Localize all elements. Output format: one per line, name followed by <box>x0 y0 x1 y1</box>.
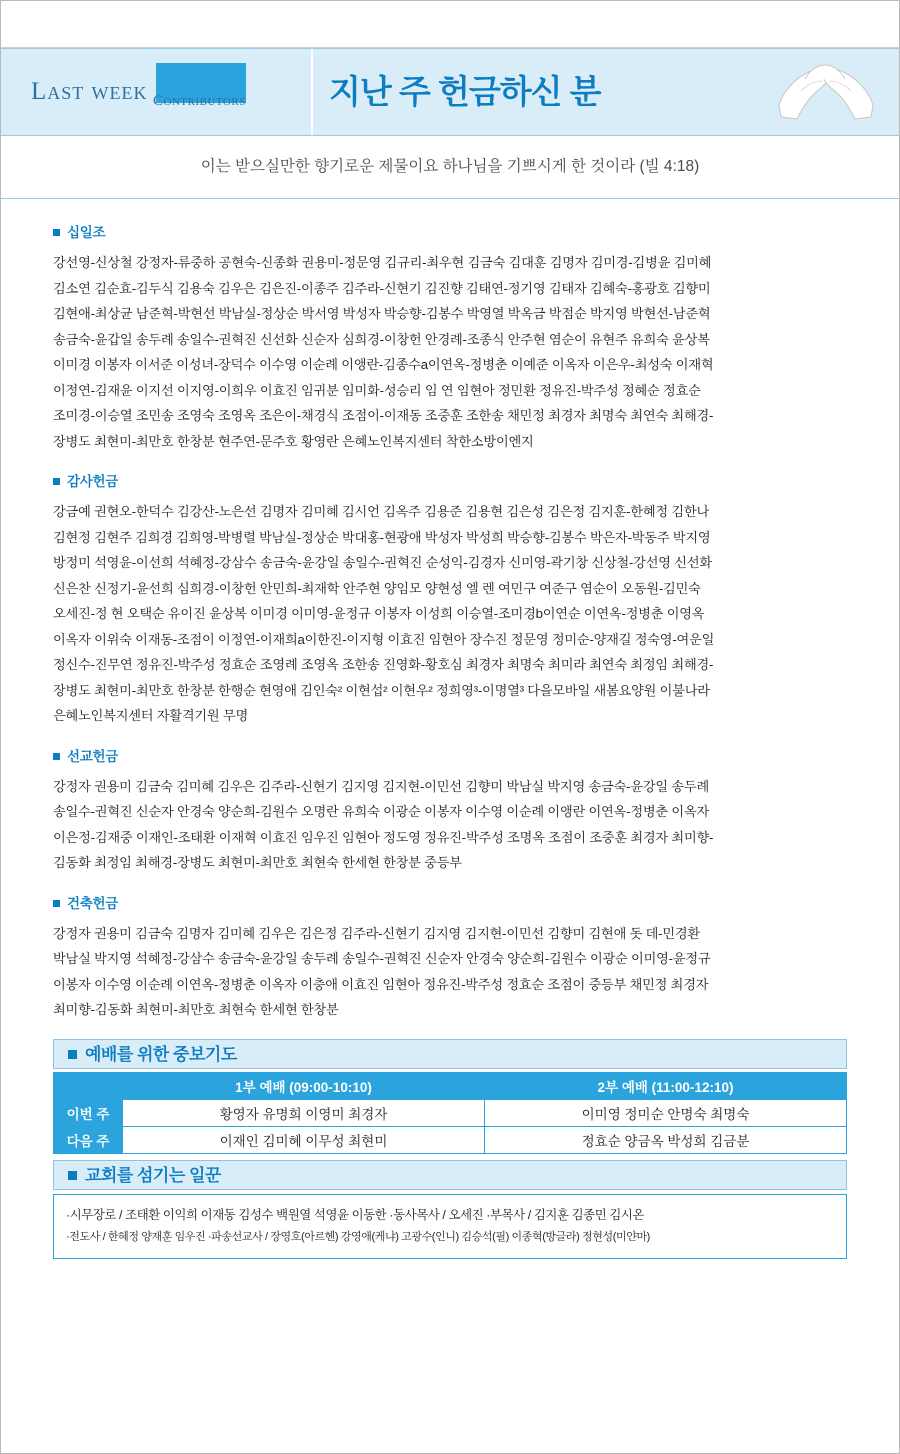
section-title-text: 선교헌금 <box>67 748 118 764</box>
servants-line: ·시무장로 / 조태환 이익희 이재동 김성수 백원열 석영윤 이동한 ·동사목사 / 오세진 ·부목사 / 김지훈 김종민 김시온 <box>66 1207 645 1222</box>
section-heading <box>53 892 847 912</box>
names-line: 강선영-신상철 강정자-류중하 공현숙-신종화 권용미-정문영 김규리-최우현 김금숙 김대훈 김명자 김미경-김병윤 김미혜 <box>53 255 712 270</box>
names-list <box>53 921 847 1023</box>
names-line: 이봉자 이수영 이순례 이연옥-정병춘 이옥자 이충애 이효진 임현아 정유진-박주성 정효순 조점이 중등부 채민정 최경자 <box>53 976 709 992</box>
cell-this-week-first: 황영자 유명희 이영미 최경자 <box>123 1099 485 1126</box>
prayer-schedule-table <box>53 1072 847 1154</box>
table-row <box>54 1126 847 1153</box>
names-line: 조미경-이승열 조민송 조영숙 조영옥 조은이-채경식 조점이-이재동 조중훈 조한송 채민정 최경자 최명숙 최연숙 최해경- <box>53 408 714 423</box>
names-line: 은혜노인복지센터 자활격기원 무명 <box>53 708 249 723</box>
bible-verse: 이는 받으실만한 향기로운 제물이요 하나님을 기쁘시게 한 것이라 (빌 4:18) <box>1 136 899 199</box>
offering-section-tithe <box>53 221 847 454</box>
cell-next-week-first: 이재인 김미혜 이무성 최현미 <box>123 1126 485 1153</box>
row-label-next-week: 다음 주 <box>54 1126 123 1153</box>
names-line: 장병도 최현미-최만호 한창분 한행순 현영애 김인숙² 이현섭² 이현우² 정희영³-이명열³ 다을모바일 새봄요양원 이불나라 <box>53 682 710 698</box>
names-line: 이옥자 이위숙 이재동-조점이 이정연-이재희a이한진-이지형 이효진 임현아 장수진 정문영 정미순-양재길 정숙영-여운일 <box>53 631 715 647</box>
bullet-square-icon <box>53 478 60 485</box>
offering-section-mission <box>53 745 847 876</box>
names-line: 김현애-최상균 남준혁-박현선 박남실-정상순 박서영 박성자 박승향-김봉수 박영열 박옥금 박점순 박지영 박현선-남준혁 <box>53 306 711 321</box>
bullet-square-icon <box>53 900 60 907</box>
content-area <box>1 199 899 1259</box>
offering-section-thanksgiving <box>53 470 847 729</box>
names-line: 이은정-김재중 이재인-조태환 이재혁 이효진 임우진 임현아 정도영 정유진-박주성 조명옥 조점이 조중훈 최경자 최미향- <box>53 829 714 845</box>
servants-line: ·전도사 / 한혜정 양재훈 임우진 ·파송선교사 / 장영호(아르헨) 강영애(케냐) 고광수(인니) 김승석(필) 이종혁(방글라) 정현성(미얀마) <box>66 1230 650 1243</box>
names-line: 이미경 이봉자 이서준 이성녀-장덕수 이수영 이순례 이앵란-김종수a이연옥-정병춘 이예준 이옥자 이은우-최성숙 이재혁 <box>53 357 714 372</box>
banner-image <box>749 49 899 135</box>
names-line: 최미향-김동화 최현미-최만호 최현숙 한세현 한창분 <box>53 1002 339 1017</box>
servants-section-header <box>53 1160 847 1190</box>
names-line: 박남실 박지영 석혜정-강삼수 송금숙-윤강일 송두례 송일수-권혁진 신순자 안경숙 양순희-김원수 이광순 이미영-윤정규 <box>53 951 711 966</box>
page-banner <box>1 48 899 136</box>
section-title-text: 감사헌금 <box>67 474 118 489</box>
names-line: 신은찬 신정기-윤선희 심희경-이창헌 안민희-최재학 안주현 양임모 양현성 엘 렌 여민구 여준구 염순이 오동원-김민숙 <box>53 580 701 596</box>
names-list <box>53 499 847 729</box>
names-list <box>53 250 847 454</box>
page-title: 지난 주 헌금하신 분 <box>311 49 749 135</box>
section-heading <box>53 745 847 765</box>
praying-hands-icon <box>771 57 881 127</box>
names-line: 김동화 최정임 최해경-장병도 최현미-최만호 최현숙 한세현 한창분 중등부 <box>53 855 462 870</box>
prayer-section-title: 예배를 위한 중보기도 <box>85 1044 237 1064</box>
names-line: 정신수-진무연 정유진-박주성 정효순 조영례 조영옥 조한송 진영화-황호심 최경자 최명숙 최미라 최연숙 최정임 최해경- <box>53 657 714 672</box>
cell-this-week-second: 이미영 정미순 안명숙 최명숙 <box>485 1099 847 1126</box>
column-header-first-service: 1부 예배 (09:00-10:10) <box>123 1072 485 1099</box>
names-list <box>53 774 847 876</box>
section-title-text: 건축헌금 <box>67 895 118 911</box>
row-label-this-week: 이번 주 <box>54 1099 123 1126</box>
names-line: 송금숙-윤갑일 송두례 송일수-권혁진 신선화 신순자 심희경-이창헌 안경례-조종식 안주현 염순이 유현주 유희숙 윤상복 <box>53 331 710 347</box>
section-heading <box>53 470 847 490</box>
names-line: 송일수-권혁진 신순자 안경숙 양순희-김원수 오명란 유희숙 이광순 이봉자 이수영 이순례 이앵란 이연옥-정병춘 이옥자 <box>53 804 710 819</box>
servants-section-title: 교회를 섬기는 일꾼 <box>85 1165 221 1185</box>
names-line: 이정연-김재윤 이지선 이지영-이희우 이효진 임귀분 임미화-성승리 임 연 임현아 정민환 정유진-박주성 정혜순 정효순 <box>53 382 701 398</box>
cell-next-week-second: 정효순 양금옥 박성희 김금분 <box>485 1126 847 1153</box>
table-row <box>54 1099 847 1126</box>
table-header-row <box>54 1072 847 1099</box>
names-line: 김현정 김현주 김희경 김희영-박병렬 박남실-정상순 박대홍-현광애 박성자 박성희 박승향-김봉수 박은자-박동주 박지영 <box>53 529 711 545</box>
logo-main-text: Last week <box>31 78 148 105</box>
servants-list <box>53 1194 847 1259</box>
column-header-second-service: 2부 예배 (11:00-12:10) <box>485 1072 847 1099</box>
names-line: 김소연 김순효-김두식 김용숙 김우은 김은진-이종주 김주라-신현기 김진향 김태연-정기영 김태자 김혜숙-홍광호 김향미 <box>53 280 711 296</box>
top-strip <box>1 1 899 48</box>
section-heading <box>53 221 847 241</box>
prayer-section-header <box>53 1039 847 1069</box>
bullet-square-icon <box>68 1050 77 1059</box>
names-line: 강정자 권용미 김금숙 김명자 김미혜 김우은 김은정 김주라-신현기 김지영 김지현-이민선 김향미 김현애 돗 데-민경환 <box>53 925 700 941</box>
bullet-square-icon <box>53 229 60 236</box>
names-line: 강금예 권현오-한덕수 김강산-노은선 김명자 김미혜 김시언 김옥주 김용준 김용현 김은성 김은정 김지훈-한혜정 김한나 <box>53 504 710 519</box>
logo-area <box>1 49 311 135</box>
names-line: 방정미 석영윤-이선희 석혜정-강삼수 송금숙-윤강일 송일수-권혁진 순성익-김경자 신미영-곽기창 신상철-강선영 신선화 <box>53 555 712 570</box>
logo-sub-text: Contributors <box>153 93 246 109</box>
offering-section-building <box>53 892 847 1023</box>
bullet-square-icon <box>53 753 60 760</box>
names-line: 장병도 최현미-최만호 한창분 현주연-문주호 황영란 은혜노인복지센터 착한소방이엔지 <box>53 433 534 449</box>
table-corner-cell <box>54 1072 123 1099</box>
names-line: 강정자 권용미 김금숙 김미혜 김우은 김주라-신현기 김지영 김지현-이민선 김향미 박남실 박지영 송금숙-윤강일 송두례 <box>53 778 710 794</box>
bullet-square-icon <box>68 1171 77 1180</box>
section-title-text: 십일조 <box>67 225 106 240</box>
names-line: 오세진-정 현 오택순 유이진 윤상복 이미경 이미영-윤정규 이봉자 이성희 이승열-조미경b이연순 이연옥-정병춘 이영옥 <box>53 606 705 621</box>
